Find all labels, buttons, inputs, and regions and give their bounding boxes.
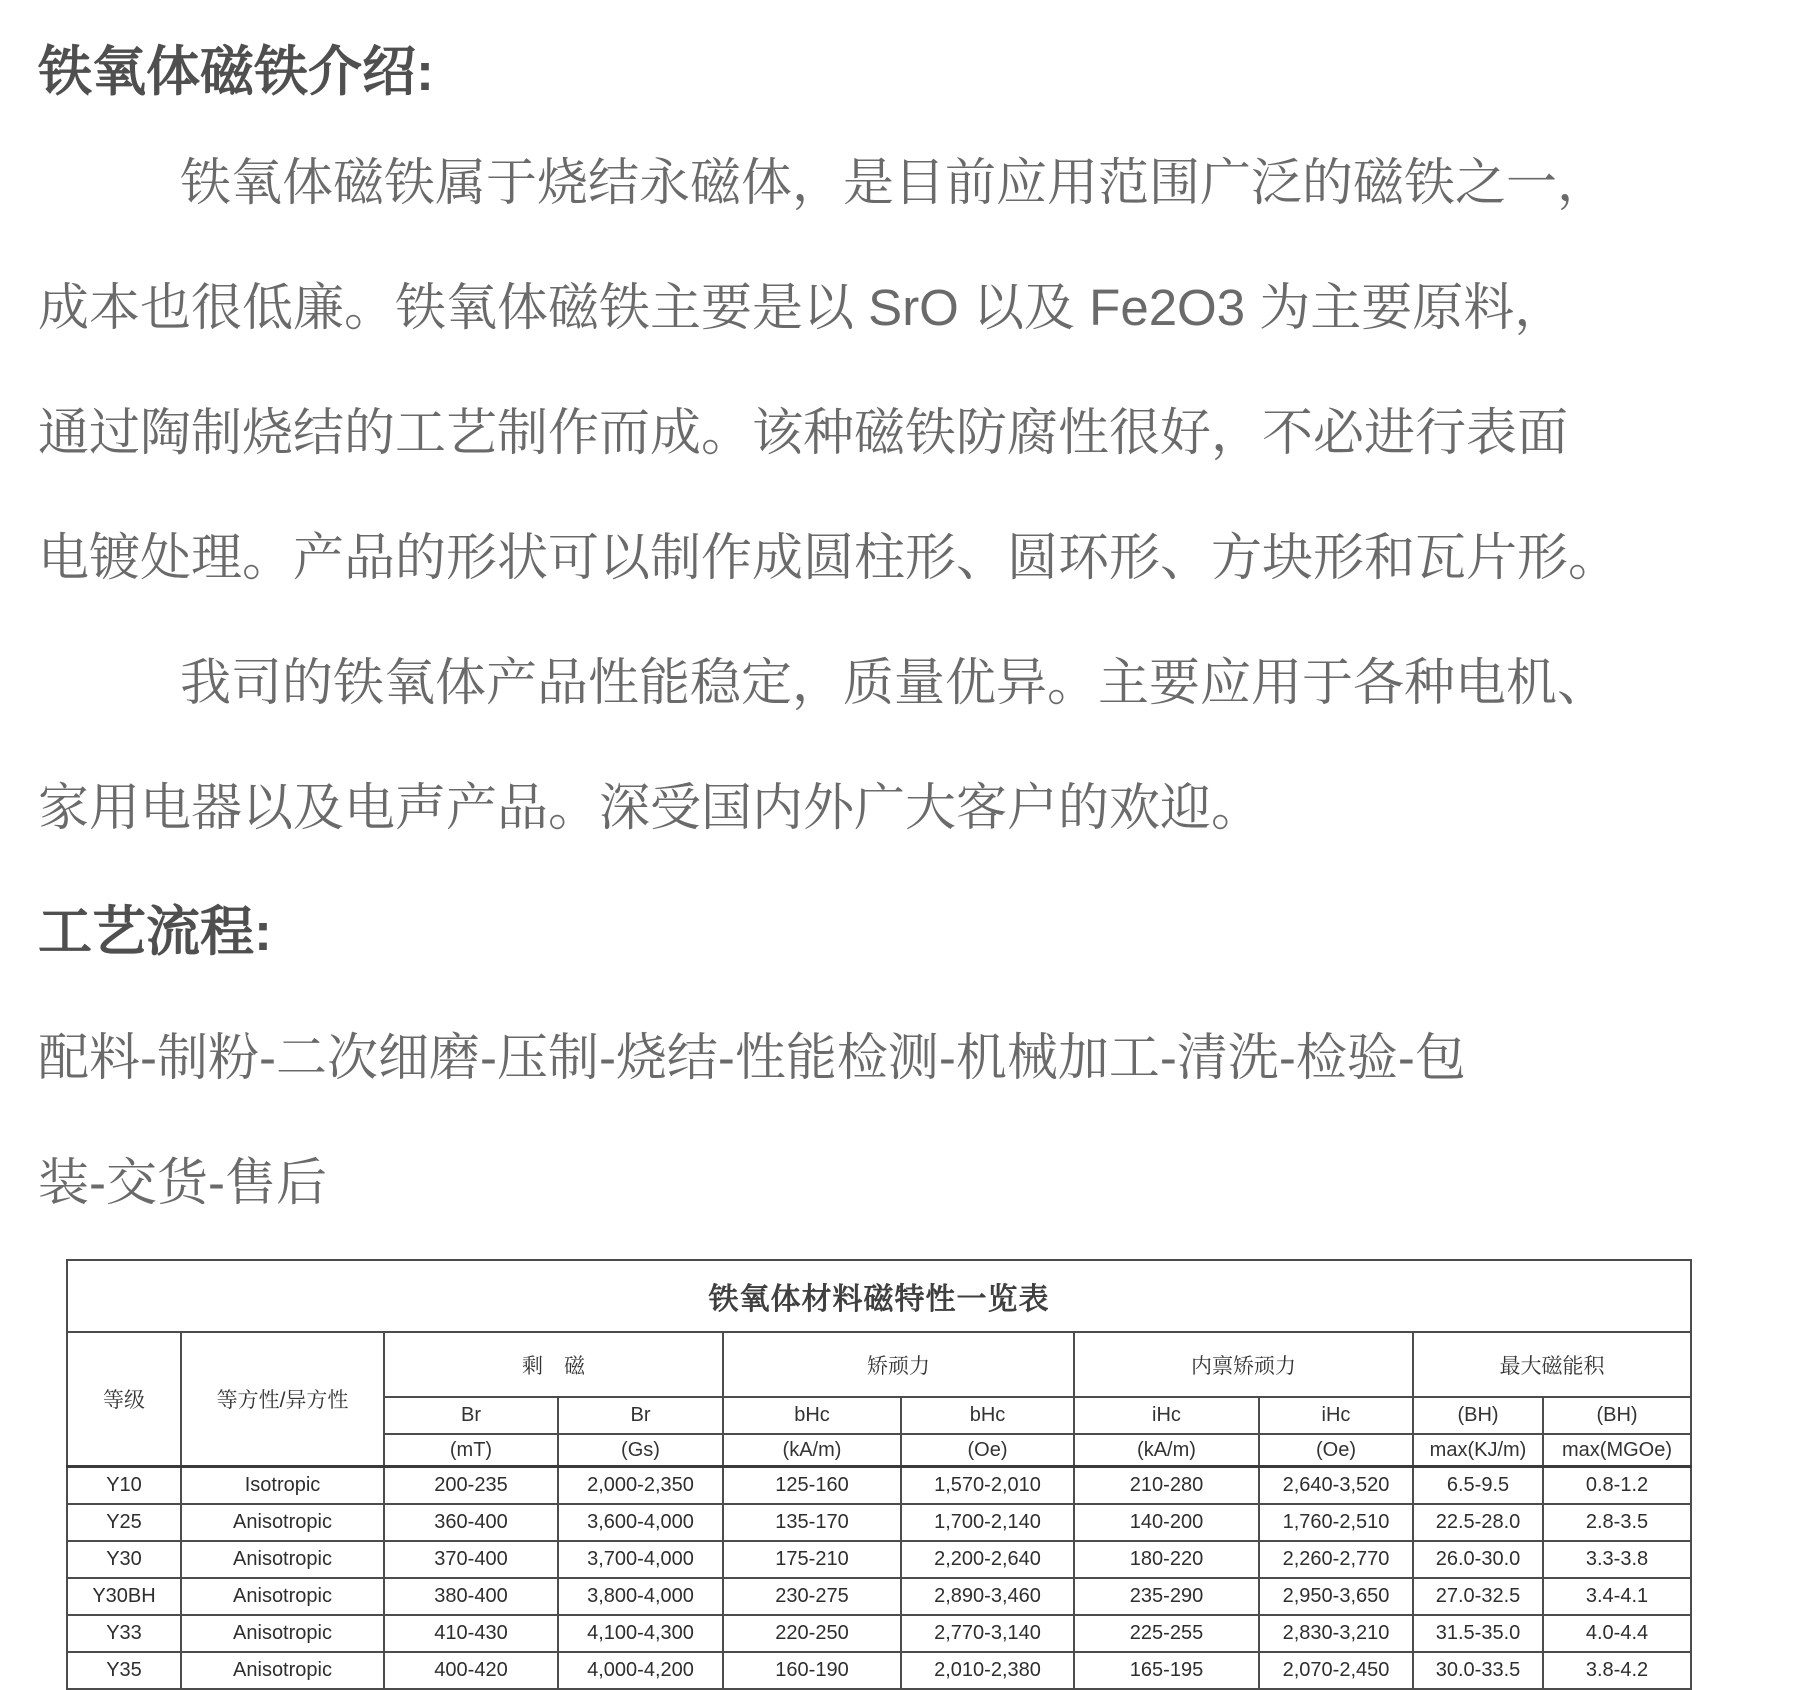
symbol-header: (BH) (1413, 1397, 1543, 1434)
unit-header: (Oe) (901, 1434, 1074, 1467)
value-cell: 22.5-28.0 (1413, 1504, 1543, 1541)
intrinsic-coercivity-group-header: 内禀矫顽力 (1074, 1332, 1413, 1397)
table-row (67, 1652, 1691, 1689)
intro-paragraph-line: 铁氧体磁铁属于烧结永磁体，是目前应用范围广泛的磁铁之一， (180, 154, 1609, 211)
symbol-header: bHc (723, 1397, 901, 1434)
intro-heading: 铁氧体磁铁介绍: (38, 42, 434, 102)
value-cell: 210-280 (1074, 1467, 1259, 1504)
table-row (67, 1504, 1691, 1541)
value-cell: 2,010-2,380 (901, 1652, 1074, 1689)
process-line: 配料-制粉-二次细磨-压制-烧结-性能检测-机械加工-清洗-检验-包 (38, 1029, 1466, 1086)
value-cell: 3.3-3.8 (1543, 1541, 1691, 1578)
symbol-header: iHc (1259, 1397, 1413, 1434)
table-group-header-row (67, 1332, 1691, 1397)
table-title-row (67, 1260, 1691, 1332)
value-cell: 4.0-4.4 (1543, 1615, 1691, 1652)
intro-paragraph-line: 通过陶制烧结的工艺制作而成。该种磁铁防腐性很好，不必进行表面 (38, 404, 1569, 461)
symbol-header: Br (558, 1397, 723, 1434)
unit-header: (kA/m) (723, 1434, 901, 1467)
value-cell: 2,950-3,650 (1259, 1578, 1413, 1615)
process-line: 装-交货-售后 (38, 1154, 327, 1211)
coercivity-group-header: 矫顽力 (723, 1332, 1074, 1397)
value-cell: 380-400 (384, 1578, 558, 1615)
value-cell: 400-420 (384, 1652, 558, 1689)
value-cell: 2,200-2,640 (901, 1541, 1074, 1578)
value-cell: 3,800-4,000 (558, 1578, 723, 1615)
value-cell: 235-290 (1074, 1578, 1259, 1615)
symbol-header: (BH) (1543, 1397, 1691, 1434)
unit-header: max(KJ/m) (1413, 1434, 1543, 1467)
table-row (67, 1541, 1691, 1578)
value-cell: 4,100-4,300 (558, 1615, 723, 1652)
grade-cell: Y10 (67, 1467, 181, 1504)
grade-cell: Y25 (67, 1504, 181, 1541)
value-cell: 2,890-3,460 (901, 1578, 1074, 1615)
value-cell: 2,000-2,350 (558, 1467, 723, 1504)
isotropy-cell: Anisotropic (181, 1504, 384, 1541)
table-body (67, 1467, 1691, 1689)
table-title: 铁氧体材料磁特性一览表 (67, 1260, 1691, 1332)
value-cell: 175-210 (723, 1541, 901, 1578)
value-cell: 0.8-1.2 (1543, 1467, 1691, 1504)
value-cell: 1,760-2,510 (1259, 1504, 1413, 1541)
value-cell: 30.0-33.5 (1413, 1652, 1543, 1689)
value-cell: 2,770-3,140 (901, 1615, 1074, 1652)
value-cell: 125-160 (723, 1467, 901, 1504)
value-cell: 200-235 (384, 1467, 558, 1504)
isotropy-cell: Anisotropic (181, 1652, 384, 1689)
value-cell: 2,640-3,520 (1259, 1467, 1413, 1504)
table-row (67, 1467, 1691, 1504)
intro-paragraph-line: 我司的铁氧体产品性能稳定，质量优异。主要应用于各种电机、 (180, 654, 1609, 711)
intro-paragraph-line: 成本也很低廉。铁氧体磁铁主要是以 SrO 以及 Fe2O3 为主要原料， (38, 279, 1566, 336)
value-cell: 3,700-4,000 (558, 1541, 723, 1578)
isotropy-cell: Anisotropic (181, 1615, 384, 1652)
value-cell: 220-250 (723, 1615, 901, 1652)
isotropy-cell: Anisotropic (181, 1541, 384, 1578)
value-cell: 360-400 (384, 1504, 558, 1541)
intro-paragraph-line: 电镀处理。产品的形状可以制作成圆柱形、圆环形、方块形和瓦片形。 (38, 529, 1620, 586)
unit-header: (Gs) (558, 1434, 723, 1467)
table-row (67, 1578, 1691, 1615)
value-cell: 370-400 (384, 1541, 558, 1578)
grade-column-header: 等级 (67, 1332, 181, 1467)
value-cell: 31.5-35.0 (1413, 1615, 1543, 1652)
remanence-group-header: 剩 磁 (384, 1332, 723, 1397)
grade-cell: Y35 (67, 1652, 181, 1689)
value-cell: 165-195 (1074, 1652, 1259, 1689)
value-cell: 26.0-30.0 (1413, 1541, 1543, 1578)
unit-header: (kA/m) (1074, 1434, 1259, 1467)
value-cell: 2,830-3,210 (1259, 1615, 1413, 1652)
symbol-header: bHc (901, 1397, 1074, 1434)
max-energy-product-group-header: 最大磁能积 (1413, 1332, 1691, 1397)
grade-cell: Y30 (67, 1541, 181, 1578)
process-heading: 工艺流程: (38, 902, 272, 962)
unit-header: max(MGOe) (1543, 1434, 1691, 1467)
value-cell: 140-200 (1074, 1504, 1259, 1541)
unit-header: (mT) (384, 1434, 558, 1467)
value-cell: 135-170 (723, 1504, 901, 1541)
isotropy-cell: Isotropic (181, 1467, 384, 1504)
value-cell: 225-255 (1074, 1615, 1259, 1652)
value-cell: 6.5-9.5 (1413, 1467, 1543, 1504)
value-cell: 27.0-32.5 (1413, 1578, 1543, 1615)
symbol-header: Br (384, 1397, 558, 1434)
isotropy-cell: Anisotropic (181, 1578, 384, 1615)
value-cell: 2,260-2,770 (1259, 1541, 1413, 1578)
value-cell: 1,700-2,140 (901, 1504, 1074, 1541)
value-cell: 3.4-4.1 (1543, 1578, 1691, 1615)
isotropy-column-header: 等方性/异方性 (181, 1332, 384, 1467)
grade-cell: Y33 (67, 1615, 181, 1652)
value-cell: 410-430 (384, 1615, 558, 1652)
value-cell: 4,000-4,200 (558, 1652, 723, 1689)
grade-cell: Y30BH (67, 1578, 181, 1615)
value-cell: 2,070-2,450 (1259, 1652, 1413, 1689)
value-cell: 2.8-3.5 (1543, 1504, 1691, 1541)
value-cell: 1,570-2,010 (901, 1467, 1074, 1504)
value-cell: 180-220 (1074, 1541, 1259, 1578)
value-cell: 3,600-4,000 (558, 1504, 723, 1541)
value-cell: 230-275 (723, 1578, 901, 1615)
value-cell: 3.8-4.2 (1543, 1652, 1691, 1689)
intro-paragraph-line: 家用电器以及电声产品。深受国内外广大客户的欢迎。 (38, 779, 1263, 836)
table-row (67, 1615, 1691, 1652)
symbol-header: iHc (1074, 1397, 1259, 1434)
value-cell: 160-190 (723, 1652, 901, 1689)
unit-header: (Oe) (1259, 1434, 1413, 1467)
magnetic-properties-table (66, 1259, 1692, 1690)
